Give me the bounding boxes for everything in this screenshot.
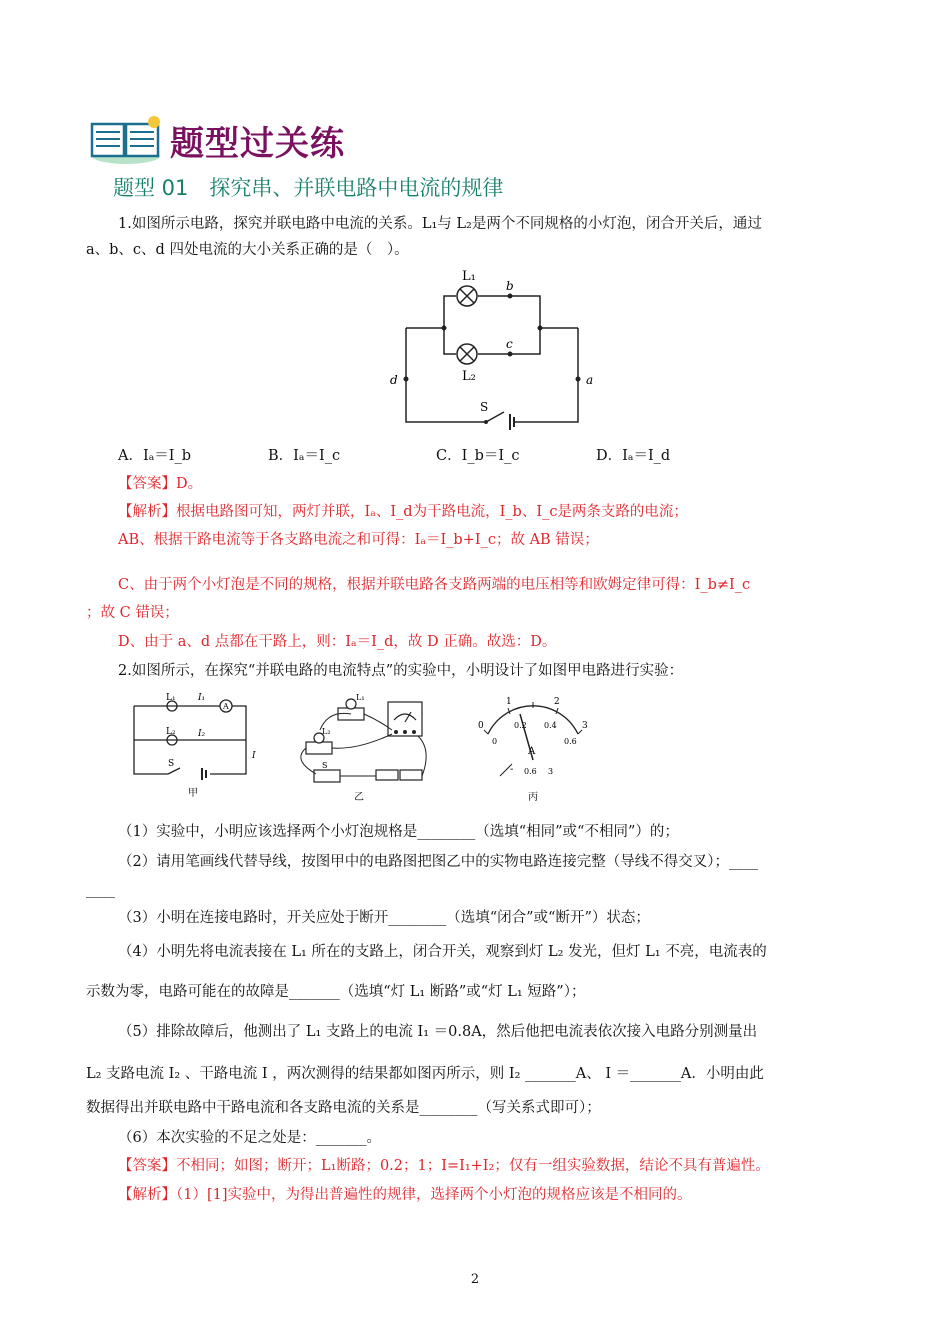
q2-figure-bing-ammeter [470, 690, 600, 805]
ammeter-A: A [528, 746, 536, 757]
section-title: 题型 01 探究串、并联电路中电流的规律 [113, 176, 504, 200]
yi-caption: 乙 [354, 792, 364, 803]
yi-L2: L₂ [322, 727, 331, 736]
label-L2: L₂ [462, 369, 476, 384]
q1-option-d: D．Iₐ＝I_d [596, 448, 671, 464]
q2-part-2a: （2）请用笔画线代替导线，按图甲中的电路图把图乙中的实物电路连接完整（导线不得交叉）；____ [118, 854, 758, 870]
q1-option-c: C．I_b＝I_c [436, 448, 520, 464]
terminal-3: 3 [548, 767, 554, 776]
terminal-minus: - [510, 764, 514, 775]
q1-analysis-2: AB、根据干路电流等于各支路电流之和可得：Iₐ＝I_b+I_c；故 AB 错误； [118, 532, 599, 548]
banner-book-icon [86, 112, 166, 168]
page-number: 2 [470, 1272, 480, 1287]
jia-I: I [252, 751, 256, 761]
jia-I1: I₁ [198, 693, 206, 703]
q2-part-1: （1）实验中，小明应该选择两个小灯泡规格是________（选填“相同”或“不相同”）的； [118, 824, 679, 840]
q2-part-5b: L₂ 支路电流 I₂ 、干路电流 I ，两次测得的结果都如图丙所示，则 I₂ _______A、 I ＝_______A．小明由此 [86, 1066, 764, 1082]
q1-analysis-3: C、由于两个小灯泡是不同的规格，根据并联电路各支路两端的电压相等和欧姆定律可得：I_b≠I_c [118, 577, 751, 593]
q2-answer: 【答案】不相同；如图；断开；L₁断路；0.2；1；I=I₁+I₂；仅有一组实验数据，结论不具有普遍性。 [118, 1158, 770, 1174]
q1-analysis-1: 【解析】根据电路图可知，两灯并联，Iₐ、I_d为干路电流，I_b、I_c是两条支路的电流； [118, 504, 688, 520]
label-c: c [506, 337, 513, 351]
banner-title: 题型过关练 [170, 124, 345, 164]
jia-I2: I₂ [198, 729, 206, 739]
label-L1: L₁ [462, 269, 476, 284]
q1-analysis-4: ；故 C 错误； [86, 605, 179, 621]
q2-part-4a: （4）小明先将电流表接在 L₁ 所在的支路上，闭合开关，观察到灯 L₂ 发光，但灯 L₁ 不亮，电流表的 [118, 944, 767, 960]
q2-part-3: （3）小明在连接电路时，开关应处于断开________（选填“闭合”或“断开”）状态； [118, 910, 650, 926]
jia-S: S [168, 759, 175, 769]
jia-L2: L₂ [166, 727, 176, 737]
terminal-0.6: 0.6 [524, 767, 537, 776]
q2-stem: 2.如图所示，在探究“并联电路的电流特点”的实验中，小明设计了如图甲电路进行实验： [118, 663, 684, 679]
scale-bottom-0: 0 [492, 737, 498, 746]
yi-S: S [322, 761, 328, 770]
label-S: S [480, 400, 489, 414]
q2-figure-jia [128, 690, 274, 800]
q2-part-2b: ____ [86, 882, 115, 898]
label-b: b [506, 279, 514, 293]
scale-top-2: 2 [554, 697, 560, 707]
yi-L1: L₁ [356, 693, 365, 702]
q2-analysis: 【解析】（1）[1]实验中，为得出普遍性的规律，选择两个小灯泡的规格应该是不相同的。 [118, 1187, 692, 1203]
q2-part-4b: 示数为零，电路可能在的故障是_______（选填“灯 L₁ 断路”或“灯 L₁ 短路”）； [86, 984, 586, 1000]
label-d: d [390, 373, 398, 387]
scale-bottom-2: 0.4 [544, 721, 557, 730]
label-a: a [586, 373, 594, 387]
q2-part-5c: 数据得出并联电路中干路电流和各支路电流的关系是________（写关系式即可）； [86, 1100, 601, 1116]
jia-A: A [223, 702, 229, 711]
q1-circuit-diagram [380, 266, 610, 432]
q1-option-b: B．Iₐ＝I_c [268, 448, 341, 464]
q1-analysis-5: D、由于 a、d 点都在干路上，则：Iₐ＝I_d，故 D 正确。故选：D。 [118, 634, 557, 650]
scale-top-3: 3 [582, 721, 588, 731]
q2-part-6: （6）本次实验的不足之处是：_______。 [118, 1130, 381, 1146]
q1-option-a: A．Iₐ＝I_b [118, 448, 192, 464]
q1-stem-line1: 1.如图所示电路，探究并联电路中电流的关系。L₁与 L₂是两个不同规格的小灯泡，闭合开关后，通过 [118, 216, 762, 232]
scale-top-0: 0 [478, 721, 484, 731]
q1-stem-line2: a、b、c、d 四处电流的大小关系正确的是（ ）。 [86, 242, 409, 258]
q2-part-5a: （5）排除故障后，他测出了 L₁ 支路上的电流 I₁ ＝0.8A，然后他把电流表依次接入电路分别测量出 [118, 1024, 758, 1040]
jia-L1: L₁ [166, 693, 176, 703]
q1-answer: 【答案】D。 [118, 476, 203, 492]
scale-bottom-3: 0.6 [564, 737, 577, 746]
q2-figure-yi [288, 690, 438, 805]
scale-bottom-1: 0.2 [514, 721, 527, 730]
bing-caption: 丙 [528, 792, 538, 803]
scale-top-1: 1 [506, 697, 512, 707]
jia-caption: 甲 [188, 788, 198, 799]
